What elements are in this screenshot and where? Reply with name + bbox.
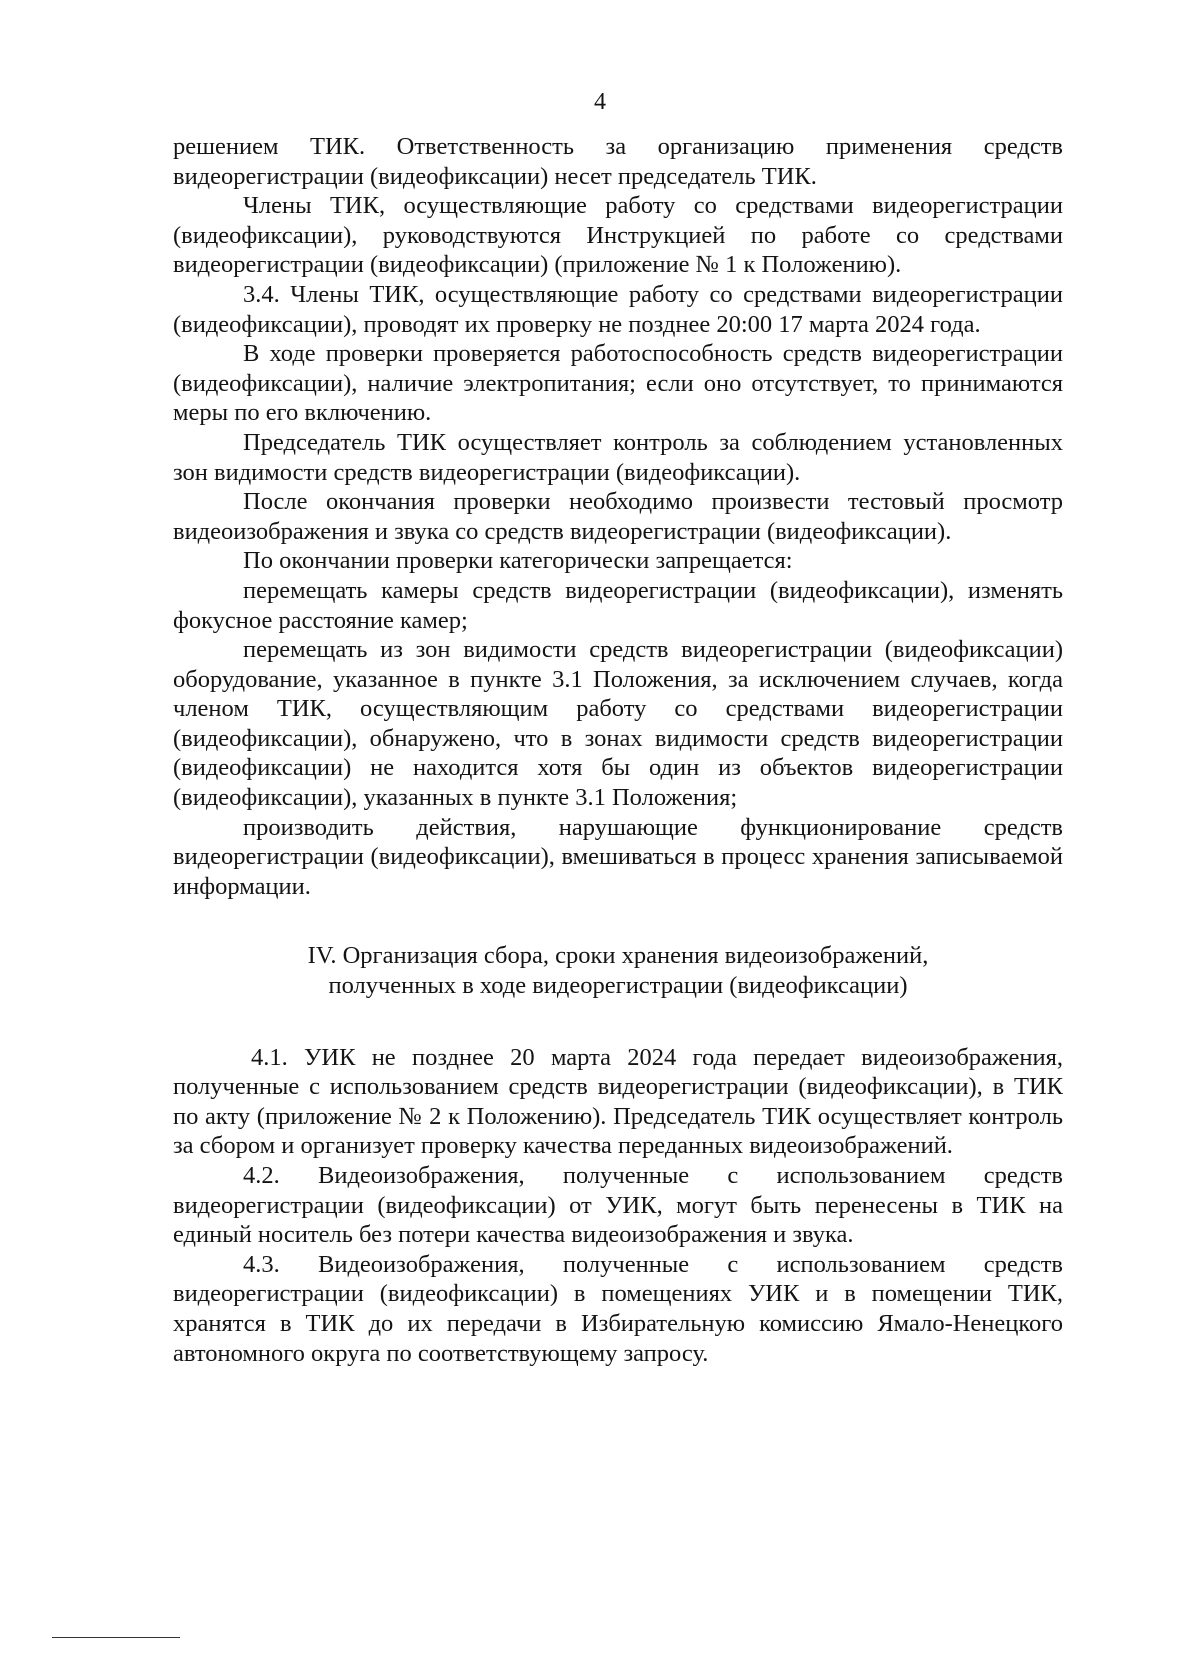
document-body bbox=[173, 132, 1063, 1368]
paragraph-test-view: После окончания проверки необходимо произвести тестовый просмотр видеоизображения и звука со средств видеорегистрации (видеофиксации). bbox=[173, 488, 1063, 545]
paragraph-4-1: 4.1. УИК не позднее 20 марта 2024 года передает видеоизображения, полученные с использованием средств видеорегистрации (видеофиксации), в ТИК по акту (приложение № 2 к Положению). Председатель ТИК осуществляет контроль за сбором и организует проверку качества переданных видеоизображений. bbox=[173, 1043, 1063, 1160]
paragraph-prohibited-move-equipment: перемещать из зон видимости средств видеорегистрации (видеофиксации) оборудование, указанное в пункте 3.1 Положения, за исключением случаев, когда членом ТИК, осуществляющим работу со средствами видеорегистрации (видеофиксации), обнаружено, что в зонах видимости средств видеорегистрации (видеофиксации) не находится хотя бы один из объектов видеорегистрации (видеофиксации), указанных в пункте 3.1 Положения; bbox=[173, 636, 1063, 812]
paragraph-4-2: 4.2. Видеоизображения, полученные с использованием средств видеорегистрации (видеофиксации) от УИК, могут быть перенесены в ТИК на единый носитель без потери качества видеоизображения и звука. bbox=[173, 1162, 1063, 1249]
footer-separator-line bbox=[52, 1637, 180, 1638]
section-heading bbox=[173, 941, 1063, 1000]
paragraph-prohibited-actions: производить действия, нарушающие функционирование средств видеорегистрации (видеофиксации), вмешиваться в процесс хранения записываемой информации. bbox=[173, 813, 1063, 900]
paragraph-continuation: решением ТИК. Ответственность за организацию применения средств видеорегистрации (видеофиксации) несет председатель ТИК. bbox=[173, 133, 1063, 190]
page-number: 4 bbox=[594, 89, 606, 115]
paragraph-chairman-control: Председатель ТИК осуществляет контроль за соблюдением установленных зон видимости средств видеорегистрации (видеофиксации). bbox=[173, 428, 1063, 486]
paragraph-members-instruction: Члены ТИК, осуществляющие работу со средствами видеорегистрации (видеофиксации), руководствуются Инструкцией по работе со средствами видеорегистрации (видеофиксации) (приложение № 1 к Положению). bbox=[173, 192, 1063, 279]
paragraph-prohibited-move-cameras: перемещать камеры средств видеорегистрации (видеофиксации), изменять фокусное расстояние камер; bbox=[173, 576, 1063, 634]
paragraph-prohibited-intro: По окончании проверки категорически запрещается: bbox=[243, 547, 793, 575]
section-heading-line-2: полученных в ходе видеорегистрации (видеофиксации) bbox=[328, 972, 908, 1000]
paragraph-4-3: 4.3. Видеоизображения, полученные с использованием средств видеорегистрации (видеофиксации) в помещениях УИК и в помещении ТИК, хранятся в ТИК до их передачи в Избирательную комиссию Ямало-Ненецкого автономного округа по соответствующему запросу. bbox=[173, 1250, 1063, 1367]
paragraph-3-4: 3.4. Члены ТИК, осуществляющие работу со средствами видеорегистрации (видеофиксации), проводят их проверку не позднее 20:00 17 марта 2024 года. bbox=[173, 280, 1063, 338]
section-heading-line-1: IV. Организация сбора, сроки хранения видеоизображений, bbox=[307, 942, 929, 970]
paragraph-check-process: В ходе проверки проверяется работоспособность средств видеорегистрации (видеофиксации), наличие электропитания; если оно отсутствует, то принимаются меры по его включению. bbox=[173, 340, 1063, 427]
